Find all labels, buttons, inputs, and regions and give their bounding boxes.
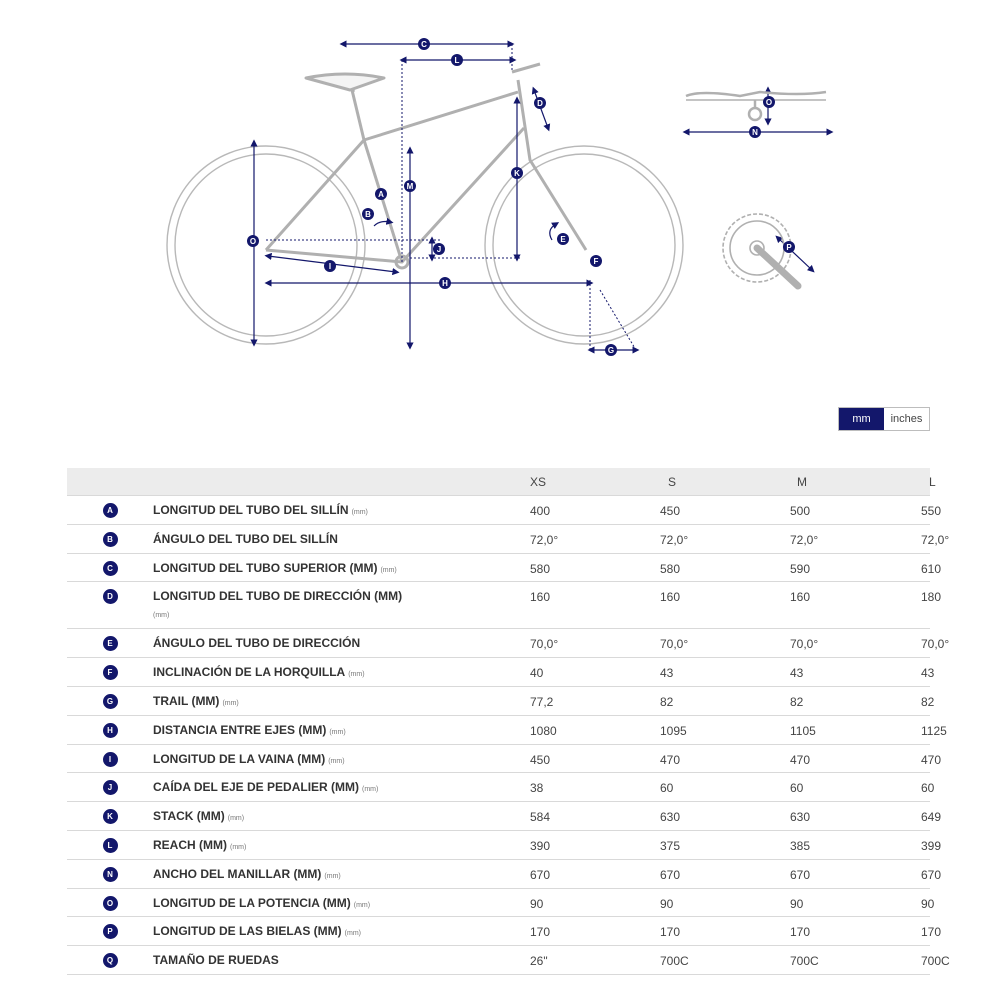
table-row [67, 658, 935, 687]
unit-note: (mm) [222, 699, 239, 707]
dimension-badge: N [103, 867, 118, 882]
dimension-label-cell [153, 629, 477, 650]
badge-cell [67, 582, 153, 604]
unit-note: (mm) [351, 509, 368, 516]
svg-text:A: A [378, 190, 384, 199]
table-row [67, 745, 942, 774]
geometry-table [67, 468, 950, 975]
table-row [67, 860, 942, 889]
table-row [67, 917, 942, 946]
size-value-l: 1125 [921, 723, 947, 738]
dimension-badge: G [103, 694, 118, 709]
size-value-xs: 77,2 [530, 694, 554, 709]
dimension-badge: L [103, 838, 118, 853]
unit-note: (mm) [362, 786, 379, 794]
size-value-l: 60 [921, 781, 935, 796]
unit-note: (mm) [380, 566, 397, 574]
dimension-label: TRAIL (MM) [153, 693, 220, 708]
dimension-label-cell [153, 658, 477, 682]
size-value-xs: 72,0° [530, 532, 559, 547]
svg-text:O: O [249, 237, 257, 246]
table-row [67, 831, 942, 860]
svg-text:H: H [442, 279, 448, 288]
badge-cell [67, 716, 153, 738]
dimension-label: LONGITUD DE LA VAINA (MM) [153, 751, 326, 766]
bike-geometry-diagram [0, 0, 1000, 380]
dimension-label: ÁNGULO DEL TUBO DEL SILLÍN [153, 531, 338, 546]
unit-note: (mm) [230, 843, 247, 851]
table-row [67, 554, 942, 583]
table-row [67, 687, 935, 716]
header-spacer [67, 468, 153, 475]
size-value-m: 170 [790, 925, 811, 940]
dimension-badge: C [103, 561, 118, 576]
badge-cell [67, 831, 153, 853]
dimension-badge: J [103, 780, 118, 795]
dimension-label-cell [153, 525, 477, 546]
size-value-s: 160 [660, 590, 681, 605]
unit-note: (mm) [324, 872, 341, 880]
size-value-xs: 26" [530, 954, 548, 969]
svg-text:G: G [607, 346, 615, 355]
table-row [67, 773, 935, 802]
size-value-xs: 40 [530, 666, 544, 681]
unit-note: (mm) [328, 757, 345, 765]
dimension-label-cell [153, 946, 477, 967]
dimension-label-cell [153, 716, 477, 740]
size-value-l: 82 [921, 694, 935, 709]
dimension-label: DISTANCIA ENTRE EJES (MM) [153, 722, 327, 737]
table-row [67, 525, 950, 554]
size-value-m: 670 [790, 867, 811, 882]
dimension-label-cell [153, 860, 477, 884]
dimension-label: INCLINACIÓN DE LA HORQUILLA [153, 665, 346, 680]
dimension-label-cell [153, 582, 477, 623]
header-label-spacer [153, 468, 477, 475]
size-value-s: 72,0° [660, 532, 689, 547]
size-value-s: 1095 [660, 723, 687, 738]
svg-text:J: J [436, 245, 442, 254]
size-value-l: 72,0° [921, 532, 950, 547]
unit-note: (mm) [353, 901, 371, 909]
badge-cell [67, 496, 153, 518]
size-value-xs: 450 [530, 752, 551, 767]
dimension-label-cell [153, 831, 477, 855]
size-value-s: 450 [660, 504, 681, 518]
size-value-xs: 90 [530, 896, 544, 911]
dimension-label-cell [153, 773, 477, 797]
size-value-m: 590 [790, 561, 811, 576]
size-value-s: 90 [660, 896, 674, 911]
size-value-s: 670 [660, 867, 681, 882]
dimension-badge: Q [103, 953, 118, 968]
size-value-m: 90 [790, 896, 804, 911]
size-value-s: 375 [660, 838, 681, 853]
table-row [67, 582, 942, 629]
table-row [67, 889, 935, 918]
size-value-xs: 670 [530, 867, 551, 882]
dimension-label-cell [153, 554, 477, 578]
size-value-l: 670 [921, 867, 942, 882]
dimension-label-cell [153, 745, 477, 769]
size-value-l: 700C [921, 954, 950, 969]
unit-inches-button[interactable]: inches [884, 408, 929, 430]
size-value-m: 700C [790, 954, 819, 969]
column-header-s: S [668, 475, 677, 489]
dimension-badge: F [103, 665, 118, 680]
table-row [67, 946, 950, 975]
dimension-badge: K [103, 809, 118, 824]
dimension-label-cell [153, 802, 477, 826]
badge-cell [67, 554, 153, 576]
svg-text:K: K [514, 169, 520, 178]
badge-cell [67, 946, 153, 968]
size-value-xs: 70,0° [530, 637, 559, 652]
size-value-xs: 584 [530, 810, 551, 825]
dimension-label: LONGITUD DEL TUBO SUPERIOR (MM) [153, 560, 378, 575]
svg-text:D: D [537, 99, 543, 108]
size-value-l: 649 [921, 810, 942, 825]
dimension-label: LONGITUD DE LA POTENCIA (MM) [153, 895, 351, 910]
unit-note: (mm) [153, 612, 170, 620]
size-value-s: 170 [660, 925, 681, 940]
dimension-label-cell [153, 687, 477, 711]
dimension-badge: I [103, 752, 118, 767]
size-value-m: 82 [790, 694, 804, 709]
badge-cell [67, 773, 153, 795]
badge-cell [67, 745, 153, 767]
badge-cell [67, 658, 153, 680]
size-value-l: 43 [921, 666, 935, 681]
dimension-label: LONGITUD DEL TUBO DE DIRECCIÓN (MM) [153, 589, 403, 604]
size-value-m: 60 [790, 781, 804, 796]
svg-text:E: E [560, 235, 566, 244]
unit-note: (mm) [344, 930, 361, 938]
size-value-xs: 160 [530, 590, 551, 605]
dimension-label: ANCHO DEL MANILLAR (MM) [153, 866, 322, 881]
badge-cell [67, 802, 153, 824]
dimension-label: CAÍDA DEL EJE DE PEDALIER (MM) [153, 780, 360, 795]
table-header-row [67, 468, 936, 496]
size-value-l: 170 [921, 925, 942, 940]
badge-cell [67, 860, 153, 882]
svg-text:B: B [365, 210, 371, 219]
dimension-label: LONGITUD DE LAS BIELAS (MM) [153, 924, 342, 939]
svg-text:M: M [406, 182, 414, 191]
size-value-s: 82 [660, 694, 674, 709]
dimension-badge: B [103, 532, 118, 547]
size-value-xs: 38 [530, 781, 544, 796]
size-value-m: 500 [790, 504, 811, 518]
dimension-badge: D [103, 589, 118, 604]
size-value-xs: 390 [530, 838, 551, 853]
dimension-badge: A [103, 503, 118, 518]
table-row [67, 802, 942, 831]
dimension-label: STACK (MM) [153, 809, 225, 824]
size-value-l: 180 [921, 590, 942, 605]
column-header-m: M [797, 475, 807, 489]
unit-note: (mm) [348, 671, 365, 679]
badge-cell [67, 917, 153, 939]
size-value-xs: 170 [530, 925, 551, 940]
svg-text:O: O [765, 98, 773, 107]
size-value-s: 60 [660, 781, 674, 796]
size-value-xs: 400 [530, 504, 551, 518]
svg-text:C: C [421, 40, 427, 49]
size-value-xs: 1080 [530, 723, 557, 738]
dimension-label-cell [153, 889, 477, 913]
dimension-label-cell [153, 496, 477, 520]
size-value-m: 630 [790, 810, 811, 825]
size-value-l: 90 [921, 896, 935, 911]
unit-note: (mm) [329, 728, 346, 736]
dimension-badge: H [103, 723, 118, 738]
dimension-label-cell [153, 917, 477, 941]
svg-text:L: L [454, 56, 460, 65]
dimension-badge: P [103, 924, 118, 939]
unit-toggle [838, 407, 930, 431]
dimension-label: TAMAÑO DE RUEDAS [153, 953, 279, 968]
size-value-l: 610 [921, 561, 942, 576]
column-header-l: L [929, 475, 936, 489]
dimension-badge: O [103, 896, 118, 911]
table-row [67, 629, 950, 658]
badge-cell [67, 889, 153, 911]
size-value-l: 470 [921, 752, 942, 767]
svg-text:I: I [328, 262, 332, 271]
size-value-l: 550 [921, 504, 942, 518]
size-value-xs: 580 [530, 561, 551, 576]
size-value-m: 72,0° [790, 532, 819, 547]
size-value-s: 630 [660, 810, 681, 825]
badge-cell [67, 525, 153, 547]
size-value-m: 470 [790, 752, 811, 767]
size-value-s: 43 [660, 666, 674, 681]
dimension-label: LONGITUD DEL TUBO DEL SILLÍN [153, 503, 349, 517]
size-value-s: 470 [660, 752, 681, 767]
table-row [67, 496, 942, 525]
svg-text:N: N [752, 128, 758, 137]
dimension-label: ÁNGULO DEL TUBO DE DIRECCIÓN [153, 636, 361, 651]
column-header-xs: XS [530, 475, 547, 489]
size-value-m: 160 [790, 590, 811, 605]
size-value-m: 70,0° [790, 637, 819, 652]
size-value-m: 43 [790, 666, 804, 681]
badge-cell [67, 629, 153, 651]
size-value-m: 385 [790, 838, 811, 853]
dimension-label: REACH (MM) [153, 837, 227, 852]
size-value-m: 1105 [790, 723, 816, 738]
size-value-s: 580 [660, 561, 681, 576]
svg-text:F: F [593, 257, 599, 266]
badge-cell [67, 687, 153, 709]
dimension-badge: E [103, 636, 118, 651]
size-value-l: 399 [921, 838, 942, 853]
unit-note: (mm) [227, 815, 245, 823]
svg-text:P: P [786, 243, 792, 252]
size-value-l: 70,0° [921, 637, 950, 652]
unit-mm-button[interactable]: mm [839, 408, 884, 430]
size-value-s: 700C [660, 954, 689, 969]
table-row [67, 716, 947, 745]
size-value-s: 70,0° [660, 637, 689, 652]
